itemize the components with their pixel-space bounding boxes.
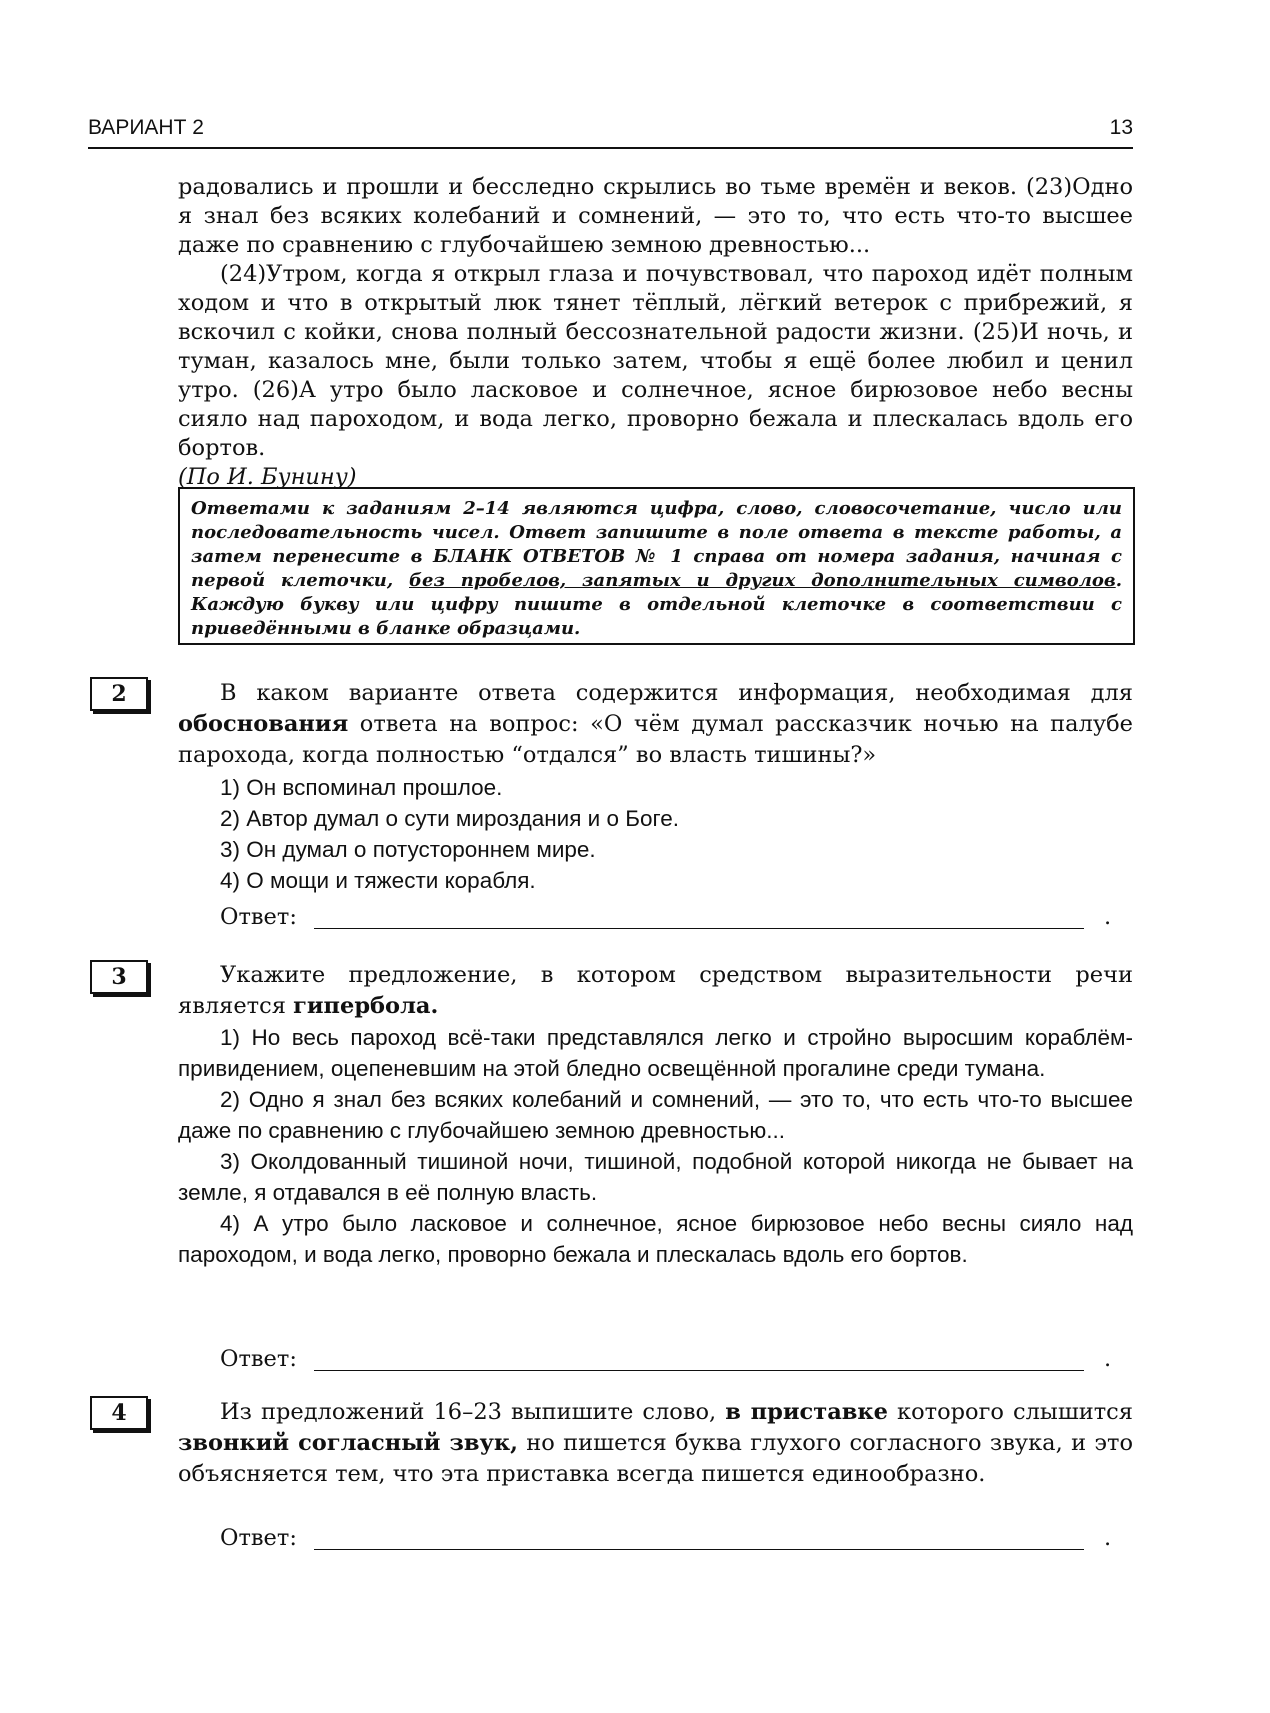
task-3-option-2: 2) Одно я знал без всяких колебаний и сомнений, — это то, что есть что-то высшее даже по сравнению с глубочайшею земною древностью...	[178, 1087, 1133, 1143]
task-3-question	[178, 960, 1133, 1022]
task-number-3: 3	[90, 960, 148, 994]
answer-label: Ответ:	[220, 904, 297, 930]
passage-paragraph-2: (24)Утром, когда я открыл глаза и почувствовал, что пароход идёт полным ходом и что в открытый люк тянет тёплый, лёгкий ветерок с прибрежий, я вскочил с койки, снова полный бессознательной радости жизни. (25)И ночь, и туман, казалось мне, были только затем, чтобы я ещё более любил и ценил утро. (26)А утро было ласковое и солнечное, ясное бирюзовое небо весны сияло над пароходом, и вода легко, проворно бежала и плескалась вдоль его бортов.	[178, 261, 1133, 461]
task-number-4: 4	[90, 1396, 148, 1430]
task-4-question-text-3: но пишется буква глухого согласного звука, и это объясняется тем, что эта приставка всегда пишется единообразно.	[178, 1430, 1133, 1487]
task-2-answer[interactable]	[220, 904, 1115, 934]
task-3-answer[interactable]	[220, 1346, 1115, 1376]
instruction-text-2: . Каждую букву или цифру пишите в отдельной клеточке в соответствии с приведёнными в бланке образцами.	[191, 570, 1122, 639]
variant-label: ВАРИАНТ 2	[88, 116, 204, 139]
answer-end-dot: .	[1104, 904, 1112, 930]
page-number: 13	[1109, 116, 1133, 139]
task-3-option-1: 1) Но весь пароход всё-таки представлялся легко и стройно выросшим кораблём-привидением, оцепеневшим на этой бледно освещённой прогалине среди тумана.	[178, 1025, 1133, 1081]
task-2-option-2: 2) Автор думал о сути мироздания и о Боге.	[220, 806, 679, 831]
answer-end-dot: .	[1104, 1525, 1112, 1551]
task-3-option-3: 3) Околдованный тишиной ночи, тишиной, подобной которой никогда не бывает на земле, я отдавался в её полную власть.	[178, 1149, 1133, 1205]
task-2-question-bold: обоснования	[178, 711, 349, 737]
task-3-question-text: Укажите предложение, в котором средством выразительности речи является	[178, 962, 1133, 1019]
task-2-question-text: В каком варианте ответа содержится информация, необходимая для	[220, 680, 1133, 706]
instruction-box	[178, 487, 1135, 645]
passage	[178, 173, 1133, 492]
answer-label: Ответ:	[220, 1525, 297, 1551]
answer-field[interactable]	[314, 928, 1084, 929]
task-4-question-bold-2: звонкий согласный звук,	[178, 1430, 518, 1456]
passage-attribution: (По И. Бунину)	[178, 464, 357, 490]
answer-label: Ответ:	[220, 1346, 297, 1372]
task-3-options	[178, 1022, 1133, 1270]
task-2-question-text-end: ответа на вопрос: «О чём думал рассказчик ночью на палубе парохода, когда полностью “отдался” во власть тишины?»	[178, 711, 1133, 768]
task-4-question-bold: в приставке	[725, 1399, 888, 1425]
task-2-option-3: 3) Он думал о потустороннем мире.	[220, 837, 596, 862]
task-3-question-bold: гипербола.	[293, 993, 439, 1019]
passage-paragraph-1: радовались и прошли и бесследно скрылись во тьме времён и веков. (23)Одно я знал без всяких колебаний и сомнений, — это то, что есть что-то высшее даже по сравнению с глубочайшею земною древностью...	[178, 174, 1133, 258]
instruction-text-1: Ответами к заданиям 2–14 являются цифра, слово, словосочетание, число или последовательность чисел. Ответ запишите в поле ответа в тексте работы, а затем перенесите в БЛАНК ОТВЕТОВ № 1 справа от номера задания, начиная с первой клеточки,	[191, 498, 1122, 591]
task-2-question	[178, 678, 1133, 771]
answer-field[interactable]	[314, 1370, 1084, 1371]
task-4-question-text: Из предложений 16–23 выпишите слово,	[220, 1399, 726, 1425]
instruction-underlined: без пробелов, запятых и других дополнительных символов	[409, 570, 1116, 591]
task-4-answer[interactable]	[220, 1525, 1115, 1555]
page-header	[88, 113, 1133, 149]
task-2-option-1: 1) Он вспоминал прошлое.	[220, 775, 503, 800]
task-2-option-4: 4) О мощи и тяжести корабля.	[220, 868, 536, 893]
task-4-question-text-2: которого слышится	[887, 1399, 1133, 1425]
answer-field[interactable]	[314, 1549, 1084, 1550]
task-number-2: 2	[90, 677, 148, 711]
answer-end-dot: .	[1104, 1346, 1112, 1372]
task-3-option-4: 4) А утро было ласковое и солнечное, ясное бирюзовое небо весны сияло над пароходом, и вода легко, проворно бежала и плескалась вдоль его бортов.	[178, 1211, 1133, 1267]
task-4-question	[178, 1397, 1133, 1490]
task-2-options	[220, 772, 1133, 896]
